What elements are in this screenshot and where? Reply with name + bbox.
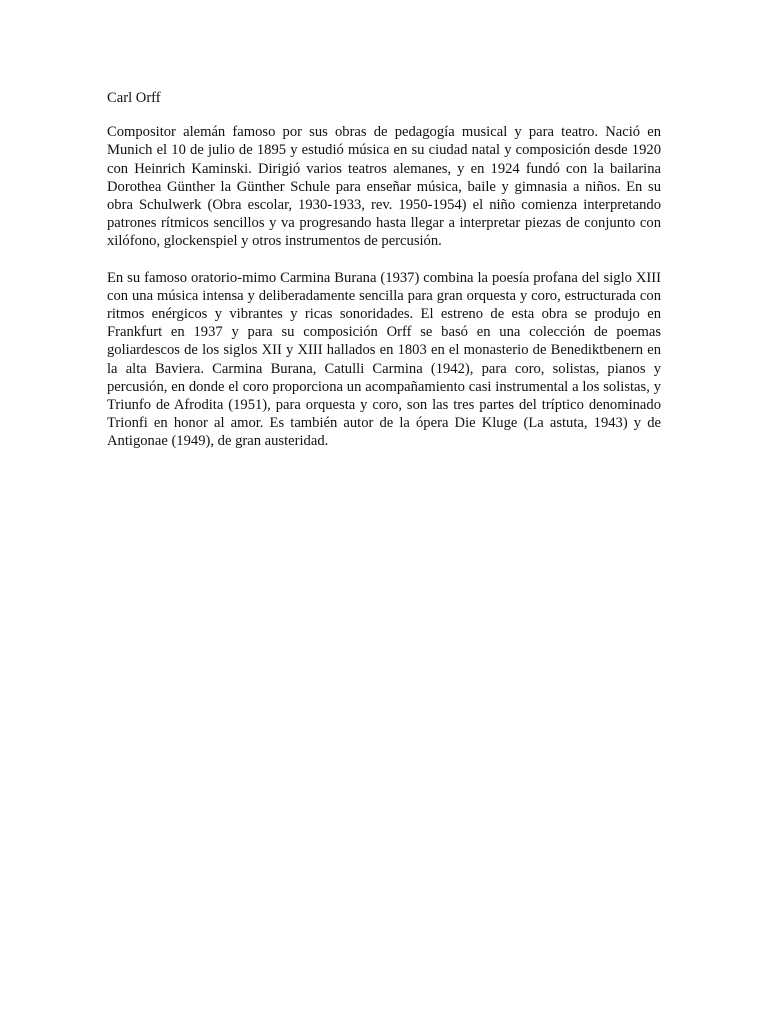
paragraph-carmina-burana: En su famoso oratorio-mimo Carmina Burana (1937) combina la poesía profana del siglo XIII con una música intensa y deliberadamente sencilla para gran orquesta y coro, estructurada con ritmos enérgicos y vibrantes y ricas sonoridades. El estreno de esta obra se produjo en Frankfurt en 1937 y para su composición Orff se basó en una colección de poemas goliardescos de los siglos XII y XIII hallados en 1803 en el monasterio de Benediktbenern en la alta Baviera. Carmina Burana, Catulli Carmina (1942), para coro, solistas, pianos y percusión, en donde el coro proporciona un acompañamiento casi instrumental a los solistas, y Triunfo de Afrodita (1951), para orquesta y coro, son las tres partes del tríptico denominado Trionfi en honor al amor. Es también autor de la ópera Die Kluge (La astuta, 1943) y de Antigonae (1949), de gran austeridad. xyxy=(107,269,661,450)
paragraph-biography: Compositor alemán famoso por sus obras de pedagogía musical y para teatro. Nació en Munich el 10 de julio de 1895 y estudió música en su ciudad natal y composición desde 1920 con Heinrich Kaminski. Dirigió varios teatros alemanes, y en 1924 fundó con la bailarina Dorothea Günther la Günther Schule para enseñar música, baile y gimnasia a niños. En su obra Schulwerk (Obra escolar, 1930-1933, rev. 1950-1954) el niño comienza interpretando patrones rítmicos sencillos y va progresando hasta llegar a interpretar piezas de conjunto con xilófono, glockenspiel y otros instrumentos de percusión. xyxy=(107,124,661,250)
document-body xyxy=(107,89,661,469)
document-title: Carl Orff xyxy=(107,90,161,106)
